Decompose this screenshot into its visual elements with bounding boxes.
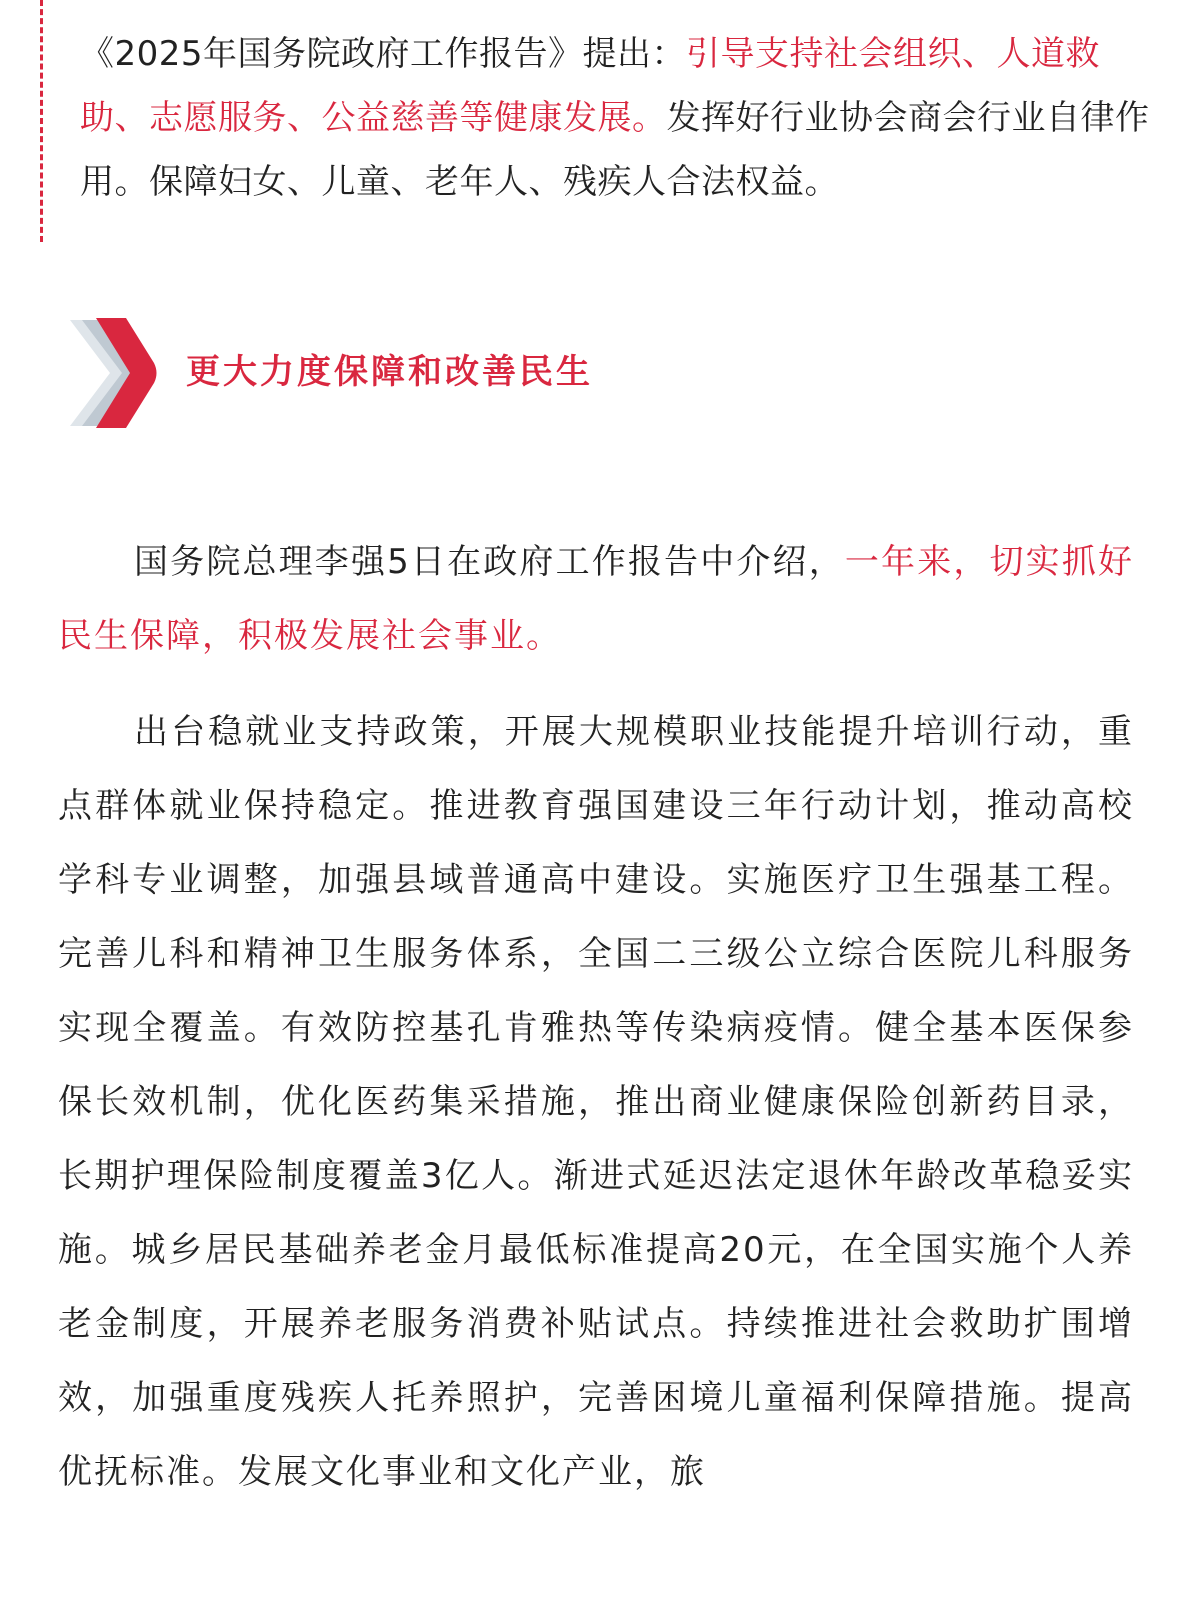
quote-highlight: 引导支持社会组织、人道救助、志愿服务、公益慈善等健康发展。 [80, 34, 1101, 138]
intro-text: 国务院总理李强5日在政府工作报告中介绍， [134, 542, 845, 582]
body-paragraph: 出台稳就业支持政策，开展大规模职业技能提升培训行动，重点群体就业保持稳定。推进教育强国建设三年行动计划，推动高校学科专业调整，加强县域普通高中建设。实施医疗卫生强基工程。完善儿科和精神卫生服务体系，全国二三级公立综合医院儿科服务实现全覆盖。有效防控基孔肯雅热等传染病疫情。健全基本医保参保长效机制，优化医药集采措施，推出商业健康保险创新药目录，长期护理保险制度覆盖3亿人。渐进式延迟法定退休年龄改革稳妥实施。城乡居民基础养老金月最低标准提高20元，在全国实施个人养老金制度，开展养老服务消费补贴试点。持续推进社会救助扩围增效，加强重度残疾人托养照护，完善困境儿童福利保障措施。提高优抚标准。发展文化事业和文化产业，旅 [58, 712, 1134, 1492]
quote-text [80, 22, 1160, 214]
dashed-divider-line [40, 0, 43, 242]
chevron-right-icon [62, 308, 172, 438]
quote-rest: 发挥好行业协会商会行业自律作用。保障妇女、儿童、老年人、残疾人合法权益。 [80, 98, 1150, 202]
quote-block [0, 0, 1200, 245]
quote-prefix: 《2025年国务院政府工作报告》提出： [80, 34, 687, 74]
section-header [62, 308, 762, 438]
intro-highlight: 一年来，切实抓好民生保障，积极发展社会事业。 [58, 542, 1135, 656]
intro-paragraph [58, 525, 1134, 673]
section-title: 更大力度保障和改善民生 [186, 352, 593, 392]
